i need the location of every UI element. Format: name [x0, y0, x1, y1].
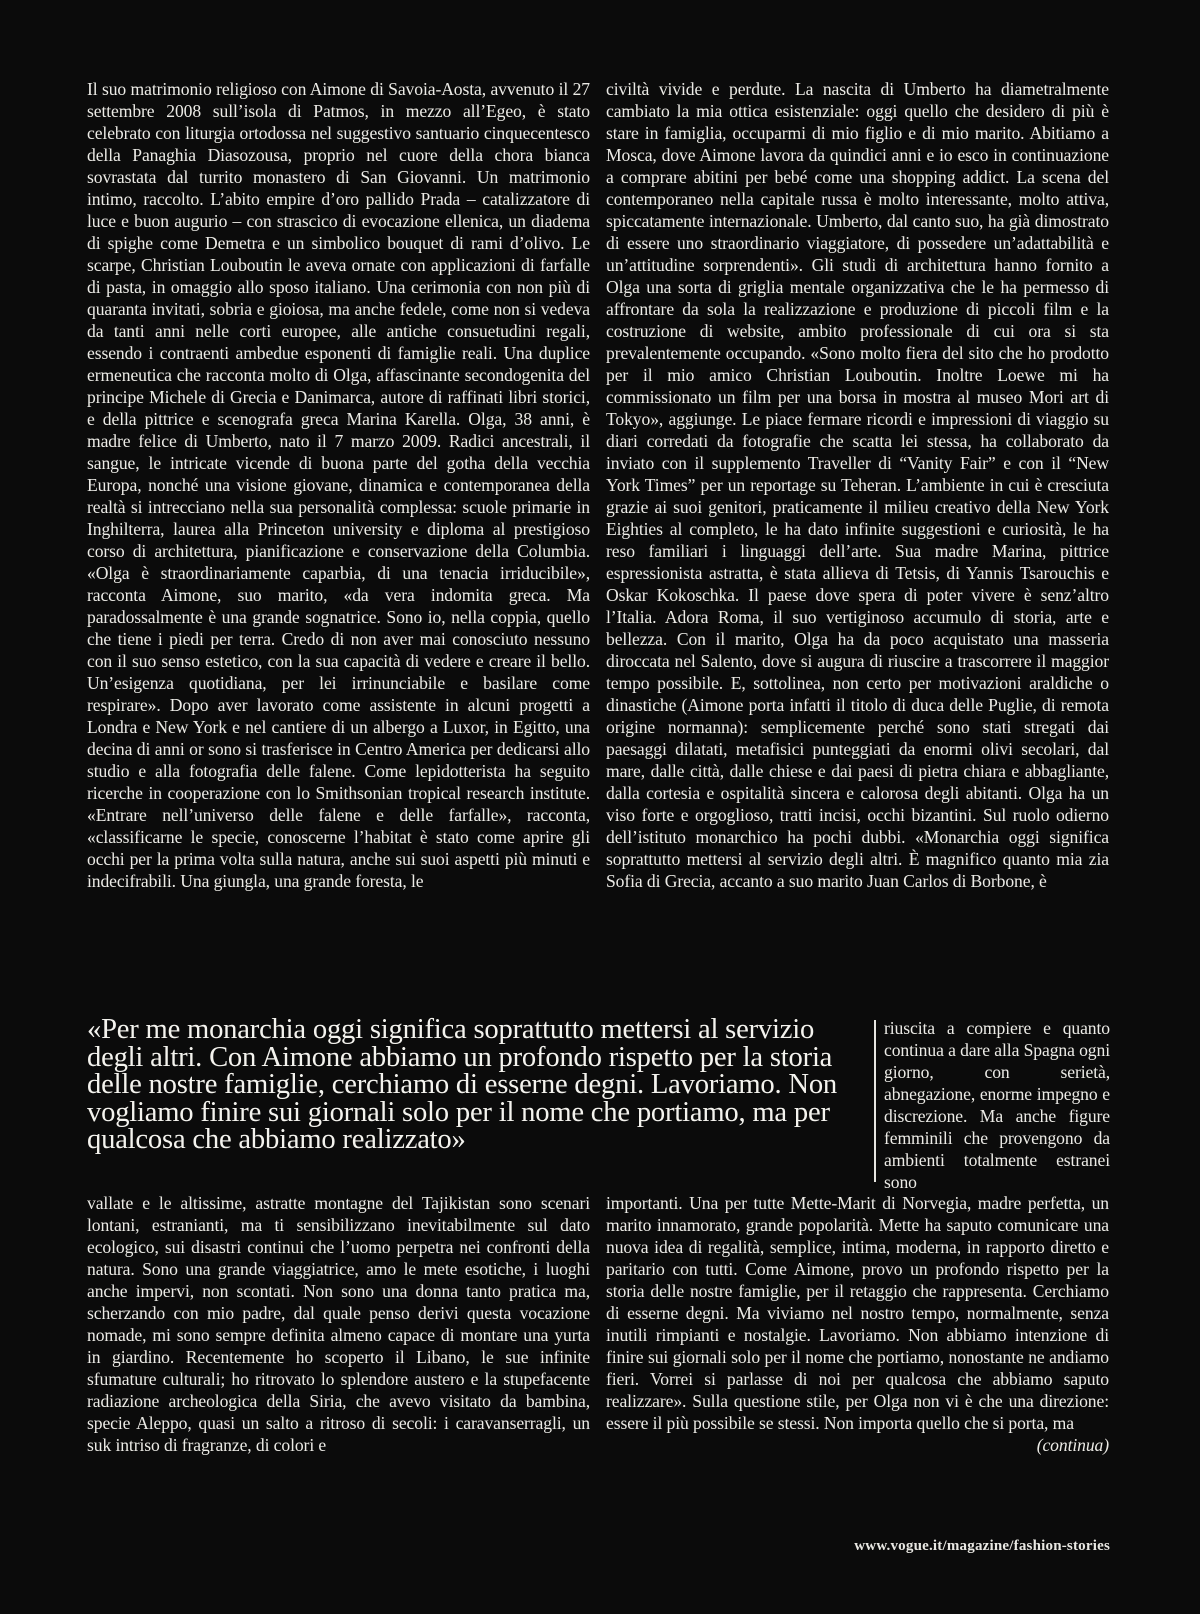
footer-url: www.vogue.it/magazine/fashion-stories: [854, 1538, 1110, 1554]
body-text-final: importanti. Una per tutte Mette-Marit di Norvegia, madre perfetta, un marito innamorato, grande popolarità. Mette ha saputo comunicare una nuova idea di regalità, semplice, intima, moderna, in rapporto diretto e paritario con tutti. Come Aimone, provo un profondo rispetto per la storia delle nostre famiglie, per il retaggio che rappresenta. Cerchiamo di esserne degni. Ma viviamo nel nostro tempo, normalmente, senza inutili rimpianti e nostalgie. Lavoriamo. Non abbiamo intenzione di finire sui giornali solo per il nome che portiamo, nonostante ne andiamo fieri. Vorrei si parlasse di noi per qualcosa che abbiamo saputo realizzare». Sulla questione stile, per Olga non vi è che una direzione: essere il più possibile se stessi. Non importa quello che si porta, ma: [606, 1193, 1109, 1433]
body-text: [606, 1192, 1109, 1455]
body-text: civiltà vivide e perdute. La nascita di Umberto ha diametralmente cambiato la mia ottica esistenziale: oggi quello che desidero di più è stare in famiglia, occuparmi di mio figlio e di mio marito. Abitiamo a Mosca, dove Aimone lavora da quindici anni e io esco in continuazione a comprare abitini per bebé come una shopping addict. La scena del contemporaneo nella capitale russa è molto interessante, molto attiva, spiccatamente internazionale. Umberto, dal canto suo, ha già dimostrato di essere uno straordinario viaggiatore, di possedere un’adattabilità e un’attitudine sorprendenti». Gli studi di architettura hanno fornito a Olga una sorta di griglia mentale organizzativa che le ha permesso di affrontare da sola la realizzazione e produzione di piccoli film e la costruzione di website, ambito professionale di cui ora si sta prevalentemente occupando. «Sono molto fiera del sito che ho prodotto per il mio amico Christian Louboutin. Inoltre Loewe mi ha commissionato un film per una borsa in mostra al museo Mori art di Tokyo», aggiunge. Le piace fermare ricordi e impressioni di viaggio su diari corredati da fotografie che scatta lei stessa, ha collaborato da inviato con il supplemento Traveller di “Vanity Fair” e con il “New York Times” per un reportage su Teheran. L’ambiente in cui è cresciuta grazie ai suoi genitori, praticamente il milieu creativo della New York Eighties al completo, le ha dato infinite suggestioni e curiosità, le ha reso familiari i linguaggi dell’arte. Sua madre Marina, pittrice espressionista astratta, è stata allieva di Tetsis, di Yannis Tsarouchis e Oskar Kokoschka. Il paese dove spera di poter vivere è senz’altro l’Italia. Adora Roma, il suo vertiginoso accumulo di storia, arte e bellezza. Con il marito, Olga ha da poco acquistato una masseria diroccata nel Salento, dove si augura di riuscire a trascorrere il maggior tempo possibile. E, sottolinea, non certo per motivazioni araldiche o dinastiche (Aimone porta infatti il titolo di duca delle Puglie, di remota origine normanna): semplicemente perché sono stati stregati dai paesaggi dilatati, metafisici punteggiati da enormi olivi secolari, dal mare, dalle città, dalle chiese e dai paesi di pietra chiara e abbagliante, dalla cortesia e ospitalità sincera e calorosa degli abitanti. Olga ha un viso forte e orgoglioso, tratti incisi, occhi bizantini. Sul ruolo odierno dell’istituto monarchico ha pochi dubbi. «Monarchia oggi significa soprattutto mettersi al servizio degli altri. È magnifico quanto mia zia Sofia di Grecia, accanto a suo marito Juan Carlos di Borbone, è: [606, 79, 1109, 891]
article-column-left-bottom: [87, 1192, 590, 1456]
article-column-right-narrow: [884, 1017, 1110, 1193]
article-column-left-top: [87, 78, 590, 892]
body-text: riuscita a compiere e quanto continua a dare alla Spagna ogni giorno, con serietà, abnegazione, enorme impegno e discrezione. Ma anche figure femminili che provengono da ambienti totalmente estranei sono: [884, 1018, 1110, 1192]
continua-label: (continua): [1036, 1435, 1109, 1455]
pull-quote: «Per me monarchia oggi significa soprattutto mettersi al servizio degli altri. Con Aimone abbiamo un profondo rispetto per la storia delle nostre famiglie, cerchiamo di esserne degni. Lavoriamo. Non vogliamo finire sui giornali solo per il nome che portiamo, ma per qualcosa che abbiamo realizzato»: [87, 1014, 838, 1155]
article-column-right-top: [606, 78, 1109, 892]
body-text: vallate e le altissime, astratte montagne del Tajikistan sono scenari lontani, estranianti, ma ti sensibilizzano inevitabilmente sul dato ecologico, sui disastri continui che l’uomo perpetra nei confronti della natura. Sono una grande viaggiatrice, amo le mete esotiche, i luoghi anche impervi, non scontati. Non sono una donna tanto pratica ma, scherzando con mio padre, dal quale penso derivi questa vocazione nomade, mi sono sempre definita almeno capace di montare una yurta in giardino. Recentemente ho scoperto il Libano, le sue infinite sfumature culturali; ho ritrovato lo splendore austero e la stupefacente radiazione archeologica della Siria, che avevo visitato da bambina, specie Aleppo, quasi un salto a ritroso di secoli: i caravanserragli, un suk intriso di fragranze, di colori e: [87, 1193, 590, 1455]
body-text: Il suo matrimonio religioso con Aimone di Savoia-Aosta, avvenuto il 27 settembre 2008 sull’isola di Patmos, in mezzo all’Egeo, è stato celebrato con liturgia ortodossa nel suggestivo santuario cinquecentesco della Panaghia Diasozousa, proprio nel cuore della chora bianca sovrastata dal turrito monastero di San Giovanni. Un matrimonio intimo, raccolto. L’abito empire d’oro pallido Prada – catalizzatore di luce e buon augurio – con strascico di evocazione ellenica, un diadema di spighe come Demetra e un simbolico bouquet di rami d’olivo. Le scarpe, Christian Louboutin le aveva ornate con applicazioni di farfalle di pasta, in omaggio allo sposo italiano. Una cerimonia con non più di quaranta invitati, sobria e gioiosa, ma anche fedele, come non si vedeva da tanti anni nelle corti europee, alle antiche consuetudini regali, essendo i contraenti ambedue esponenti di famiglie reali. Una duplice ermeneutica che racconta molto di Olga, affascinante secondogenita del principe Michele di Grecia e Danimarca, autore di raffinati libri storici, e della pittrice e scenografa greca Marina Karella. Olga, 38 anni, è madre felice di Umberto, nato il 7 marzo 2009. Radici ancestrali, il sangue, le intricate vicende di buona parte del gotha della vecchia Europa, nonché una visione giovane, dinamica e contemporanea della realtà si intrecciano nella sua personalità complessa: scuole primarie in Inghilterra, laurea alla Princeton university e diploma al prestigioso corso di architettura, pianificazione e conservazione della Columbia. «Olga è straordinariamente caparbia, di una tenacia irriducibile», racconta Aimone, suo marito, «da vera indomita greca. Ma paradossalmente è una grande sognatrice. Sono io, nella coppia, quello che tiene i piedi per terra. Credo di non aver mai conosciuto nessuno con il suo senso estetico, con la sua capacità di vedere e creare il bello. Un’esigenza quotidiana, per lei irrinunciabile e basilare come respirare». Dopo aver lavorato come assistente in alcuni progetti a Londra e New York e nel cantiere di un albergo a Luxor, in Egitto, una decina di anni or sono si trasferisce in Centro America per dedicarsi allo studio e alla fotografia delle falene. Come lepidotterista ha seguito ricerche in cooperazione con lo Smithsonian tropical research institute. «Entrare nell’universo delle falene e delle farfalle», racconta, «classificarne le specie, conoscerne l’habitat è stato come aprire gli occhi per la prima volta sulla natura, anche sui suoi aspetti più minuti e indecifrabili. Una giungla, una grande foresta, le: [87, 79, 590, 891]
pull-quote-rule: [874, 1020, 876, 1182]
article-column-right-bottom: [606, 1192, 1109, 1456]
